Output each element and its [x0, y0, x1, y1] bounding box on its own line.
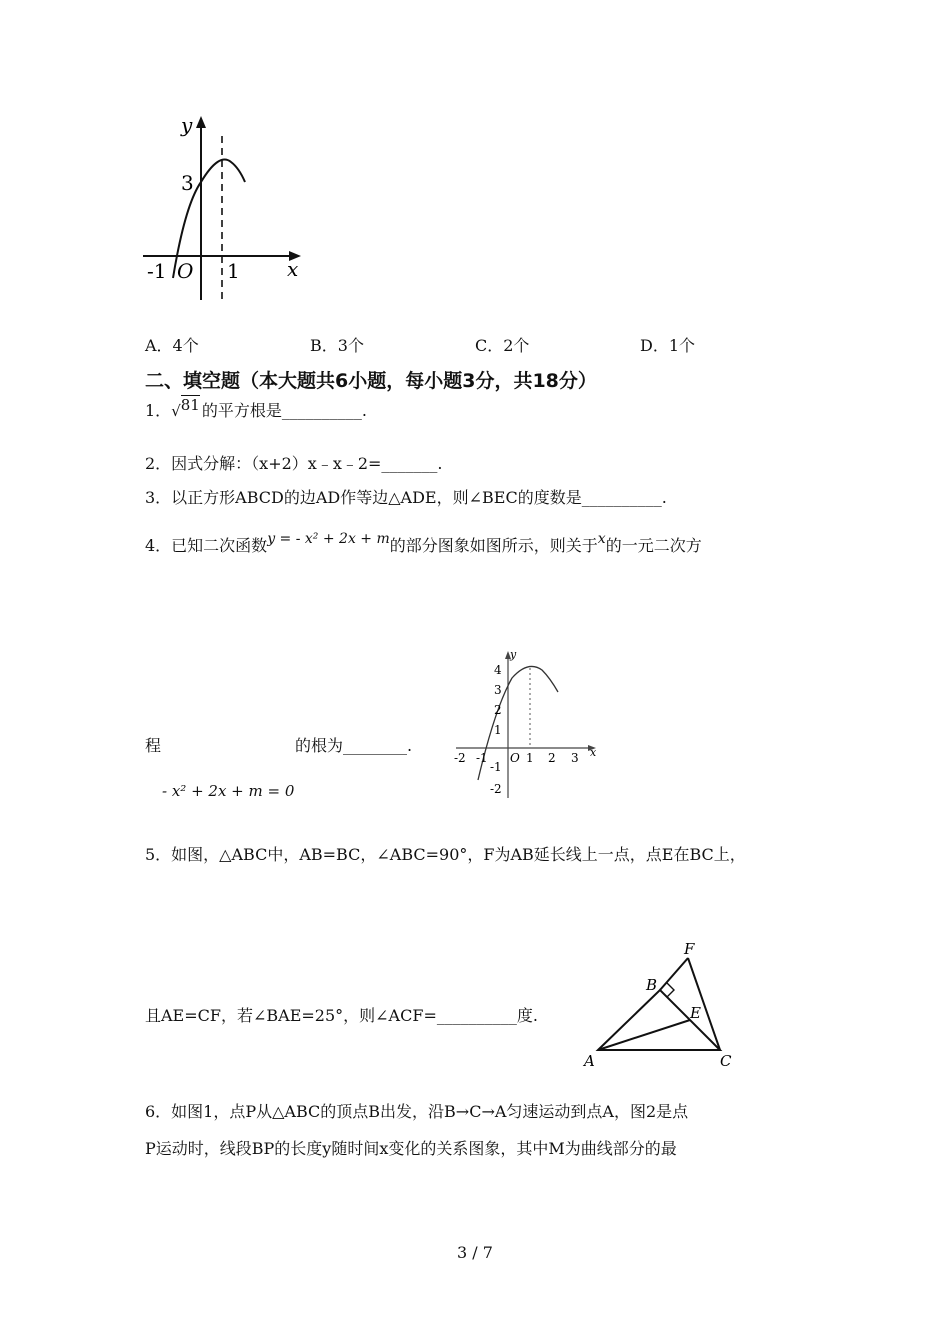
question-5-line-2: 且AE=CF，若∠BAE=25°，则∠ACF=__________度.	[145, 1006, 538, 1025]
label-f: F	[684, 940, 695, 958]
figure-2-x-tick: 2	[548, 751, 556, 765]
figure-2-x-tick: 3	[571, 751, 579, 765]
figure-2-x-tick: 1	[526, 751, 534, 765]
figure-1-x-label: x	[287, 257, 299, 281]
figure-2-y-tick: -2	[490, 782, 502, 796]
question-4-variable: x	[597, 531, 606, 547]
question-4-cont-start: 程	[145, 736, 162, 755]
figure-2-x-label: x	[590, 746, 597, 759]
question-1	[145, 398, 367, 421]
question-4-middle: 的部分图象如图所示，则关于	[389, 536, 598, 555]
question-2: 2．因式分解：（x+2）x﹣x﹣2=_______.	[145, 454, 443, 473]
page-number: 3 / 7	[457, 1243, 493, 1262]
figure-2-y-label: y	[510, 648, 517, 661]
question-6-line-1: 6．如图1，点P从△ABC的顶点B出发，沿B→C→A匀速运动到点A，图2是点	[145, 1102, 689, 1121]
figure-1-parabola-graph	[135, 110, 315, 310]
figure-1-tick-1: 1	[227, 259, 240, 283]
choice-c: C．2个	[475, 336, 530, 355]
figure-2-x-tick: -1	[476, 751, 488, 765]
sqrt-81-expression: √81	[171, 396, 200, 420]
question-1-number: 1．	[145, 401, 172, 420]
figure-1-y-label: y	[181, 113, 193, 137]
label-a: A	[584, 1052, 595, 1070]
question-4-prefix: 4．已知二次函数	[145, 536, 268, 555]
figure-2-parabola-graph	[450, 648, 610, 803]
figure-1-origin: O	[177, 259, 194, 283]
choice-d: D．1个	[640, 336, 696, 355]
label-e: E	[690, 1004, 701, 1022]
question-4-suffix: 的一元二次方	[605, 536, 702, 555]
choice-b: B．3个	[310, 336, 364, 355]
question-4-line-1	[145, 533, 702, 556]
question-3: 3．以正方形ABCD的边AD作等边△ADE，则∠BEC的度数是__________.	[145, 488, 667, 507]
label-c: C	[720, 1052, 732, 1070]
figure-1-tick-3: 3	[181, 171, 194, 195]
figure-2-y-tick: -1	[490, 760, 502, 774]
segment-bf	[660, 958, 688, 990]
segment-ae	[598, 1020, 690, 1050]
figure-1-tick-neg1: -1	[147, 259, 167, 283]
label-b: B	[646, 976, 658, 994]
choice-a: A．4个	[145, 336, 199, 355]
figure-2-y-tick: 2	[494, 703, 502, 717]
figure-2-x-tick: O	[510, 751, 520, 765]
question-4-formula: y = - x² + 2x + m	[267, 531, 390, 547]
figure-2-y-tick: 1	[494, 723, 502, 737]
sqrt-radicand: 81	[180, 396, 200, 414]
figure-2-x-tick: -2	[454, 751, 466, 765]
figure-2-y-tick: 4	[494, 663, 502, 677]
figure-2-y-tick: 3	[494, 683, 502, 697]
question-4-cont-end: 的根为________.	[295, 736, 413, 755]
question-5-line-1: 5．如图，△ABC中，AB=BC，∠ABC=90°，F为AB延长线上一点，点E在BC上，	[145, 845, 746, 864]
question-1-text: 的平方根是__________.	[201, 401, 367, 420]
section-title: 二、填空题（本大题共6小题，每小题3分，共18分）	[145, 370, 597, 392]
right-angle-mark	[667, 983, 674, 997]
figure-3-triangle	[580, 938, 750, 1073]
question-4-equation: - x² + 2x + m = 0	[162, 782, 295, 800]
question-6-line-2: P运动时，线段BP的长度y随时间x变化的关系图象，其中M为曲线部分的最	[145, 1139, 677, 1158]
figure-1-y-arrow	[196, 116, 206, 128]
